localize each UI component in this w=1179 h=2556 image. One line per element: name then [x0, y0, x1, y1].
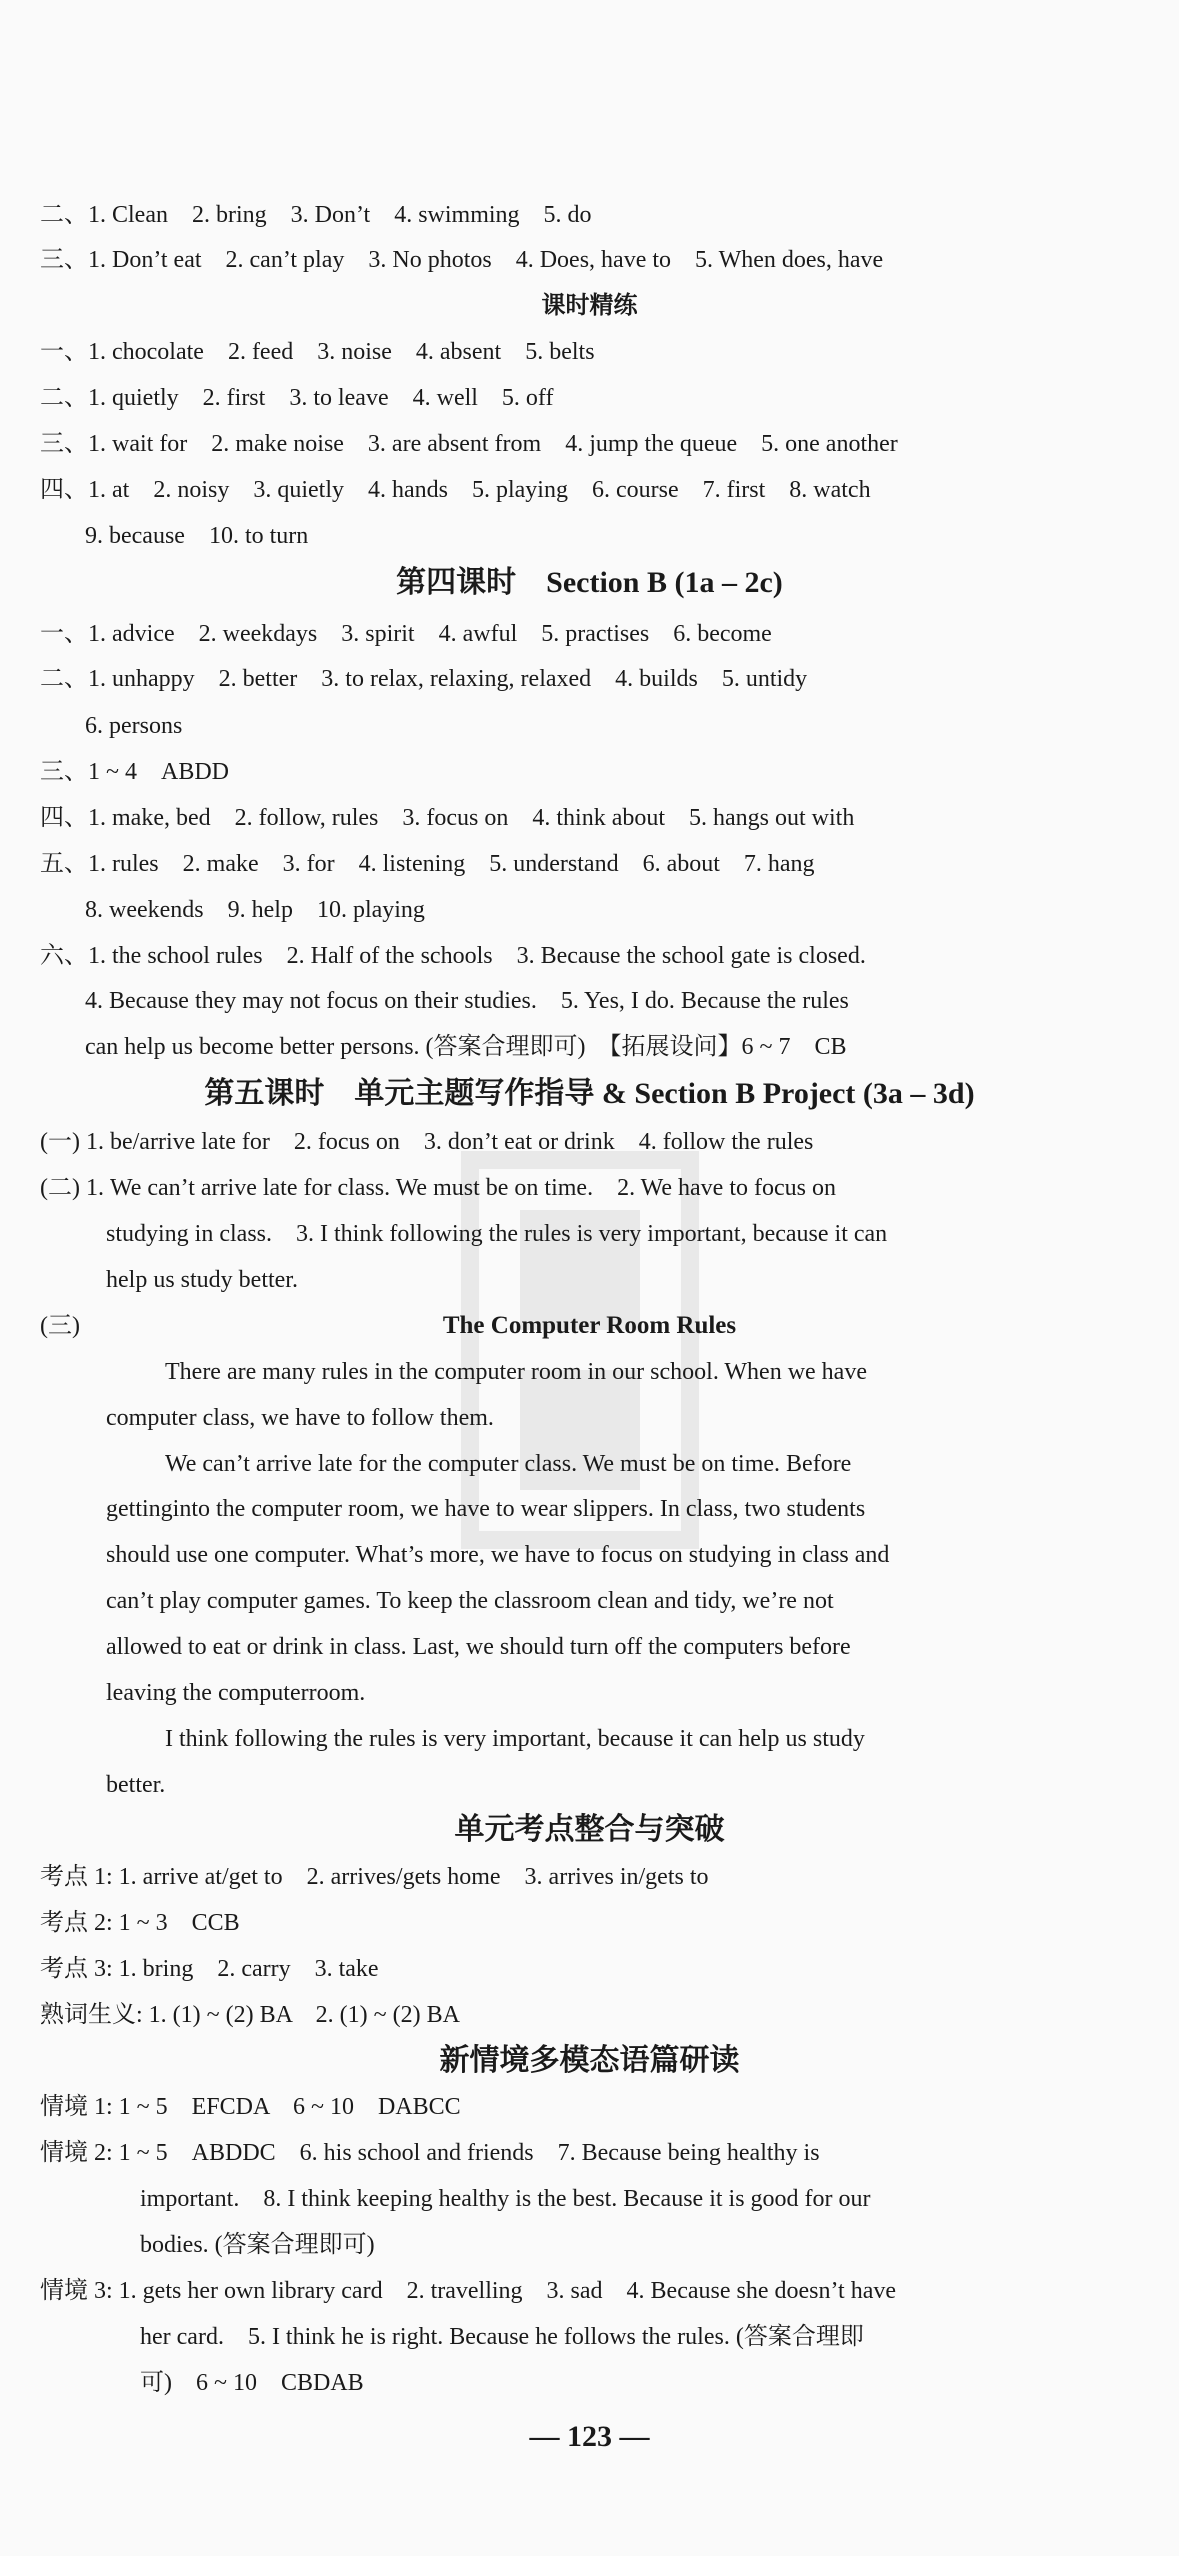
answer-line: studying in class. 3. I think following the rules is very important, because it can	[106, 1221, 888, 1247]
answer-line: important. 8. I think keeping healthy is the best. Because it is good for our	[140, 2186, 871, 2212]
answer-line: 情境 1: 1 ~ 5 EFCDA 6 ~ 10 DABCC	[40, 2094, 461, 2120]
answer-line: 二、1. unhappy 2. better 3. to relax, relaxing, relaxed 4. builds 5. untidy	[40, 666, 808, 692]
answer-line: 熟词生义: 1. (1) ~ (2) BA 2. (1) ~ (2) BA	[40, 2002, 460, 2028]
answer-line: 一、1. chocolate 2. feed 3. noise 4. absent 5. belts	[40, 339, 595, 365]
answer-line: 9. because 10. to turn	[85, 523, 309, 549]
essay-line: can’t play computer games. To keep the classroom clean and tidy, we’re not	[106, 1588, 834, 1614]
answer-line: 六、1. the school rules 2. Half of the schools 3. Because the school gate is closed.	[40, 943, 866, 969]
section-heading: 第五课时 单元主题写作指导 & Section B Project (3a – 3d)	[204, 1077, 975, 1110]
answer-line: 二、1. Clean 2. bring 3. Don’t 4. swimming 5. do	[40, 202, 592, 228]
answer-line: 三、1 ~ 4 ABDD	[40, 759, 229, 785]
essay-line: computer class, we have to follow them.	[106, 1405, 494, 1431]
section-heading: 第四课时 Section B (1a – 2c)	[396, 566, 783, 599]
essay-line: should use one computer. What’s more, we have to focus on studying in class and	[106, 1542, 890, 1568]
essay-line: allowed to eat or drink in class. Last, we should turn off the computers before	[106, 1634, 851, 1660]
answer-line: 考点 1: 1. arrive at/get to 2. arrives/gets home 3. arrives in/gets to	[40, 1864, 709, 1890]
watermark-logo	[460, 1150, 700, 1550]
answer-line: (一) 1. be/arrive late for 2. focus on 3. don’t eat or drink 4. follow the rules	[40, 1129, 814, 1155]
answer-line: 三、1. Don’t eat 2. can’t play 3. No photos 4. Does, have to 5. When does, have	[40, 247, 884, 273]
section-heading: 课时精练	[541, 293, 638, 319]
essay-line: There are many rules in the computer room in our school. When we have	[165, 1359, 867, 1385]
answer-line: 情境 2: 1 ~ 5 ABDDC 6. his school and friends 7. Because being healthy is	[40, 2140, 820, 2166]
answer-line: 可) 6 ~ 10 CBDAB	[140, 2370, 364, 2396]
answer-line: 8. weekends 9. help 10. playing	[85, 897, 425, 923]
answer-line: 考点 2: 1 ~ 3 CCB	[40, 1910, 240, 1936]
answer-line: 四、1. at 2. noisy 3. quietly 4. hands 5. playing 6. course 7. first 8. watch	[40, 477, 871, 503]
answer-line: (二) 1. We can’t arrive late for class. We must be on time. 2. We have to focus on	[40, 1175, 836, 1201]
answer-line: (三)	[40, 1313, 80, 1339]
section-heading: 新情境多模态语篇研读	[439, 2044, 740, 2077]
essay-line: I think following the rules is very important, because it can help us study	[165, 1726, 865, 1752]
answer-line: 五、1. rules 2. make 3. for 4. listening 5. understand 6. about 7. hang	[40, 851, 815, 877]
essay-line: We can’t arrive late for the computer class. We must be on time. Before	[165, 1451, 852, 1477]
answer-line: 考点 3: 1. bring 2. carry 3. take	[40, 1956, 379, 1982]
section-heading: 单元考点整合与突破	[454, 1813, 725, 1846]
answer-line: bodies. (答案合理即可)	[140, 2232, 375, 2258]
essay-line: gettinginto the computer room, we have to wear slippers. In class, two students	[106, 1496, 866, 1522]
answer-line: 情境 3: 1. gets her own library card 2. travelling 3. sad 4. Because she doesn’t have	[40, 2278, 897, 2304]
answer-line: 三、1. wait for 2. make noise 3. are absent from 4. jump the queue 5. one another	[40, 431, 898, 457]
answer-line: 四、1. make, bed 2. follow, rules 3. focus on 4. think about 5. hangs out with	[40, 805, 855, 831]
answer-line: help us study better.	[106, 1267, 298, 1293]
answer-line: can help us become better persons. (答案合理即可) 【拓展设问】6 ~ 7 CB	[85, 1034, 847, 1060]
answer-line: 6. persons	[85, 713, 183, 739]
answer-line: 一、1. advice 2. weekdays 3. spirit 4. awful 5. practises 6. become	[40, 621, 772, 647]
answer-line: 4. Because they may not focus on their studies. 5. Yes, I do. Because the rules	[85, 988, 849, 1014]
essay-line: better.	[106, 1772, 166, 1798]
page-number: — 123 —	[529, 2420, 650, 2453]
answer-line: her card. 5. I think he is right. Because he follows the rules. (答案合理即	[140, 2324, 864, 2350]
essay-line: leaving the computerroom.	[106, 1680, 366, 1706]
answer-line: 二、1. quietly 2. first 3. to leave 4. well 5. off	[40, 385, 554, 411]
essay-title: The Computer Room Rules	[442, 1312, 737, 1339]
